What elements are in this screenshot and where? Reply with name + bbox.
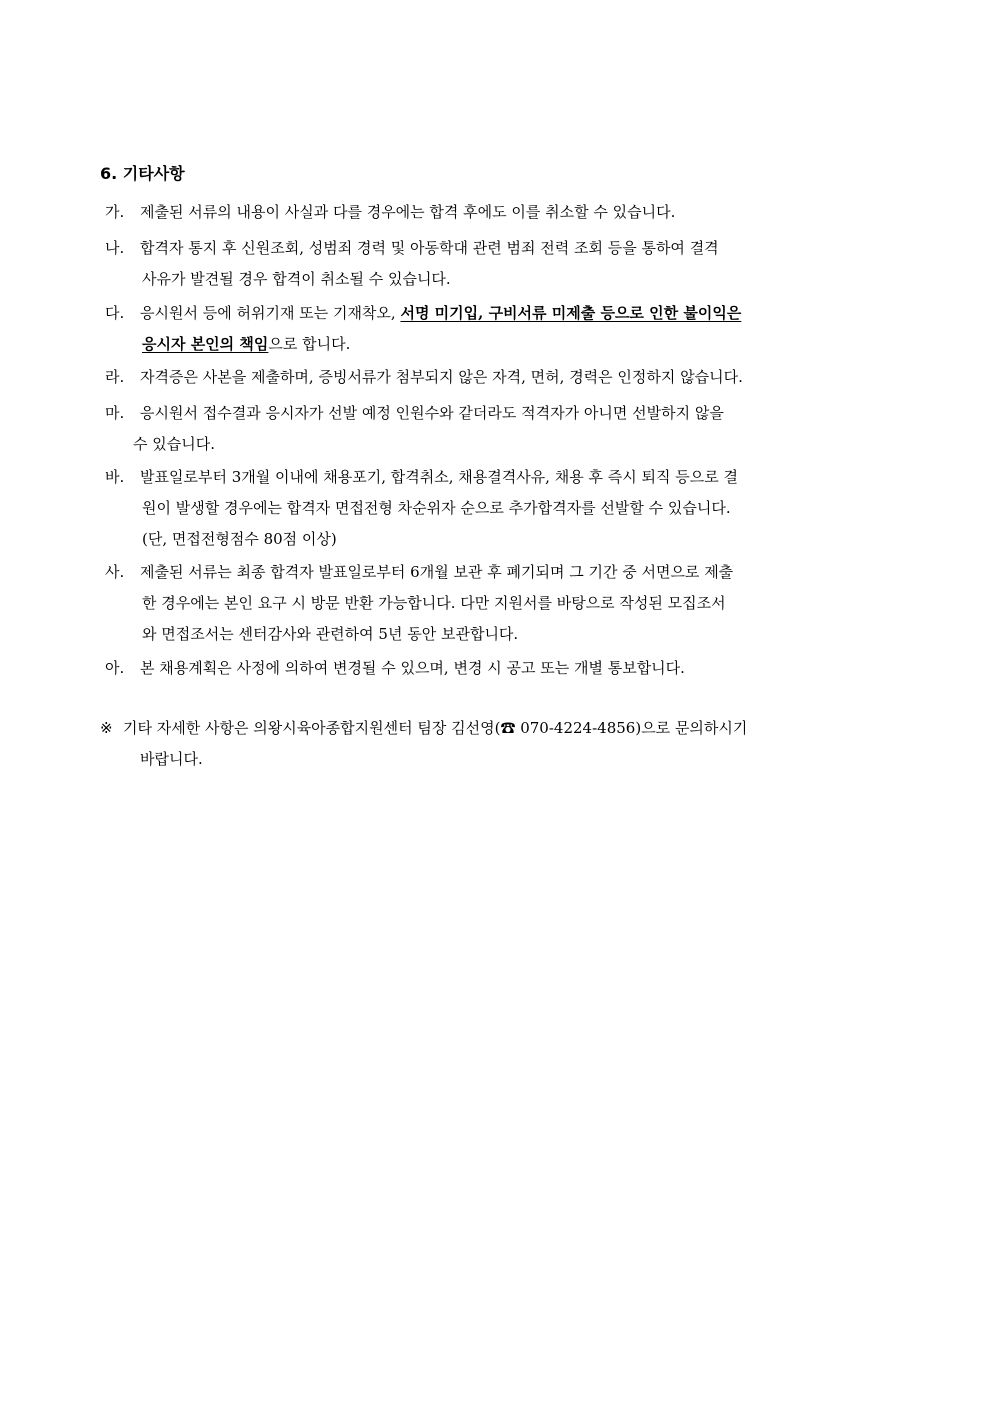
text-line bbox=[140, 298, 895, 329]
text-line: 합격자 통지 후 신원조회, 성범죄 경력 및 아동학대 관련 범죄 전력 조회 등을 통하여 결격 bbox=[140, 239, 719, 257]
emphasized-text: 서명 미기입, 구비서류 미제출 등으로 인한 불이익은 bbox=[400, 304, 742, 322]
text-line: 응시원서 접수결과 응시자가 선발 예정 인원수와 같더라도 적격자가 아니면 선발하지 않을 bbox=[140, 404, 724, 422]
reference-mark: ※ bbox=[100, 719, 113, 737]
text-line: 발표일로부터 3개월 이내에 채용포기, 합격취소, 채용결격사유, 채용 후 즉시 퇴직 등으로 결 bbox=[140, 468, 738, 486]
text-line: (단, 면접전형점수 80점 이상) bbox=[142, 530, 337, 548]
text-line: 바랍니다. bbox=[140, 750, 203, 768]
list-marker: 사. bbox=[105, 563, 125, 581]
list-item-a bbox=[105, 653, 895, 684]
section-title: 6. 기타사항 bbox=[100, 164, 185, 183]
text-line: 본 채용계획은 사정에 의하여 변경될 수 있으며, 변경 시 공고 또는 개별 통보합니다. bbox=[140, 659, 685, 677]
list-marker: 마. bbox=[105, 404, 125, 422]
list-item-text bbox=[142, 197, 895, 228]
list-marker: 아. bbox=[105, 659, 125, 677]
text-line: 자격증은 사본을 제출하며, 증빙서류가 첨부되지 않은 자격, 면허, 경력은 인정하지 않습니다. bbox=[140, 368, 743, 386]
list-marker: 다. bbox=[105, 304, 125, 322]
list-item-text bbox=[142, 298, 895, 360]
list-marker: 가. bbox=[105, 203, 125, 221]
text-line: 제출된 서류의 내용이 사실과 다를 경우에는 합격 후에도 이를 취소할 수 있습니다. bbox=[140, 203, 676, 221]
list-marker: 라. bbox=[105, 368, 125, 386]
text-line: 한 경우에는 본인 요구 시 방문 반환 가능합니다. 다만 지원서를 바탕으로 작성된 모집조서 bbox=[142, 594, 726, 612]
list-item-sa bbox=[105, 557, 895, 650]
text-line: 제출된 서류는 최종 합격자 발표일로부터 6개월 보관 후 폐기되며 그 기간 중 서면으로 제출 bbox=[140, 563, 734, 581]
text-line: 사유가 발견될 경우 합격이 취소될 수 있습니다. bbox=[142, 270, 451, 288]
contact-note bbox=[100, 713, 895, 775]
text-line: 원이 발생할 경우에는 합격자 면접전형 차순위자 순으로 추가합격자를 선발할 수 있습니다. bbox=[142, 499, 731, 517]
list-item-text bbox=[142, 653, 895, 684]
contact-note-text bbox=[123, 713, 895, 775]
text-line bbox=[142, 329, 895, 360]
list-item-ra bbox=[105, 362, 895, 393]
list-item-text bbox=[142, 462, 895, 555]
list-item-ga bbox=[105, 197, 895, 228]
text-line: 수 있습니다. bbox=[133, 435, 215, 453]
list-item-ba bbox=[105, 462, 895, 555]
list-marker: 나. bbox=[105, 239, 125, 257]
plain-text: 으로 합니다. bbox=[268, 335, 351, 353]
list-item-text bbox=[142, 362, 895, 393]
text-line: 기타 자세한 사항은 의왕시육아종합지원센터 팀장 김선영(☎ 070-4224-4856)으로 문의하시기 bbox=[123, 719, 748, 737]
emphasized-text: 응시자 본인의 책임 bbox=[142, 335, 269, 353]
list-item-na bbox=[105, 233, 895, 295]
plain-text: 응시원서 등에 허위기재 또는 기재착오, bbox=[140, 304, 401, 322]
list-item-text bbox=[133, 398, 895, 460]
list-item-text bbox=[142, 233, 895, 295]
list-marker: 바. bbox=[105, 468, 125, 486]
text-line: 와 면접조서는 센터감사와 관련하여 5년 동안 보관합니다. bbox=[142, 625, 519, 643]
list-item-ma bbox=[105, 398, 895, 460]
list-item-da bbox=[105, 298, 895, 360]
list-item-text bbox=[142, 557, 895, 650]
